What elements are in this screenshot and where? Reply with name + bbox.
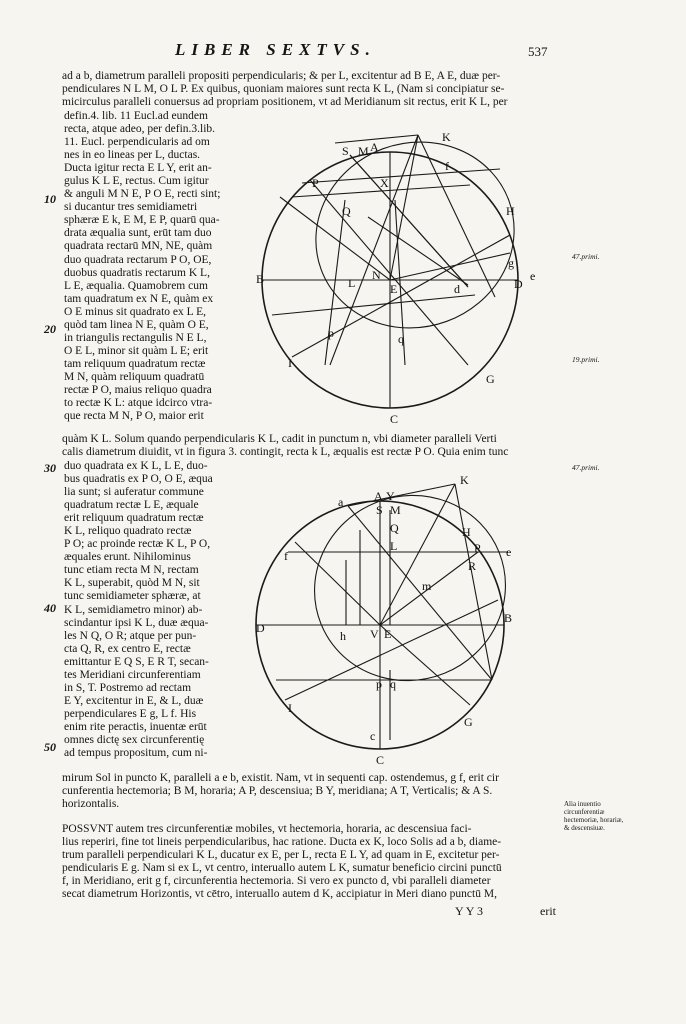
figure-label: P [312,176,319,190]
text-line: quàm K L. Solum quando perpendicularis K L, cadit in punctum n, vbi diameter paralleli Verti [62,433,497,445]
figure-label: e [506,545,512,559]
figure-label: C [390,412,399,425]
figure-label: A [374,489,383,503]
figure-label: L [390,539,398,553]
text-line: pendiculares N L M, O L P. Ex quibus, quoniam maiores sunt recta K L, (Nam si concipiatur se- [62,83,505,95]
text-line: L E, æqualia. Quamobrem cum [64,279,208,292]
text-line: defin.4. lib. 11 Eucl.ad eundem [64,110,208,122]
parallel-ellipse [290,125,541,356]
text-line: K L, reliquo quadrato rectæ [64,525,192,538]
figure-label: E [384,627,392,641]
figure-label: I [288,701,292,715]
text-line: drata æqualia sunt, erūt tam duo [64,227,212,240]
figure-label: h [340,629,346,643]
margin-note: 47.primi. [572,252,600,261]
figure-label: G [464,715,473,729]
text-line: emittantur E Q S, E R T, secan- [64,655,209,668]
text-line: tam quadratum ex N E, quàm ex [64,292,214,305]
text-column-2 [64,460,260,760]
figure-label: S [342,144,349,158]
running-header: LIBER SEXTVS. [175,40,376,59]
text-line: les N Q, O R; atque per pun- [64,629,197,642]
line-number: 10 [44,192,56,206]
text-line: M N, quàm reliquum quadratū [64,370,205,383]
text-line: æquales erunt. Nihilominus [64,551,191,564]
figure-2 [240,470,560,770]
text-line: duo quadrata ex K L, L E, duo- [64,460,208,472]
text-line: rectæ P O, maius reliquo quadra [64,383,212,396]
figure-label: V [370,627,379,641]
text-line: tunc etiam recta M N, rectam [64,564,199,577]
text-line: bus quadratis ex P O, O E, æqua [64,473,213,486]
figure-label: G [486,372,495,386]
text-line: 11. Eucl. perpendicularis ad om [64,136,210,149]
parallel-ellipse [287,470,534,709]
figure-label: D [514,277,523,291]
text-line: omnes dictę sex circunferentię [64,733,205,746]
text-line: tam reliquum quadratum rectæ [64,357,206,370]
figure-label: C [376,753,385,767]
text-line: O E L, minor sit quàm L E; erit [64,344,209,357]
figure-label: S [376,503,383,517]
text-line: P O; ac proinde rectæ K L, P O, [64,538,211,551]
figure-label: X [380,176,389,190]
figure-label: Y [386,489,395,503]
figure-label: A [370,140,379,154]
figure-label: p [376,677,382,691]
text-line: gulus K L E, rectus. Cum igitur [64,175,209,188]
figure-label: f [445,159,449,173]
figure-label: e [530,269,536,283]
page-number: 537 [528,44,548,59]
text-line: erit reliquum quadratum rectæ [64,512,204,525]
figure-label: R [468,559,477,573]
figure-label: K [460,473,469,487]
text-line: quòd tam linea N E, quàm O E, [64,318,209,331]
figure-label: c [370,729,376,743]
text-line: Ducta igitur recta E L Y, erit an- [64,162,212,175]
text-line: tunc semidiameter sphæræ, at [64,590,201,603]
figure-1 [230,125,560,425]
text-line: horizontalis. [62,798,120,810]
text-line: in triangulis rectangulis N E L, [64,331,207,344]
text-line: cunferentia hectemoria; B M, horaria; A P, descensiua; B Y, meridiana; A T, Verticalis; & A S. [62,785,493,797]
text-line: perpendiculares E g, L f. His [64,707,197,720]
line-number: 20 [44,322,56,336]
line-number: 50 [44,740,56,754]
figure-label: M [390,503,401,517]
text-line: si ducantur tres semidiametri [64,201,198,214]
text-line: lia sunt; si auferatur commune [64,486,204,499]
text-line: sphæræ E k, E M, E P, quarū qua- [64,214,220,227]
text-line: nes in eo lineas per L, ductas. [64,149,201,162]
figure-label: K [442,130,451,144]
figure-label: D [256,621,265,635]
figure-label: P [474,541,481,555]
text-line: que recta M N, P O, maior erit [64,410,204,423]
text-line: calis diametrum diuidit, vt in figura 3. contingit, recta k L, æqualis est rectæ P O. Quia enim tunc [62,446,509,458]
figure-label: H [506,204,515,218]
figure-label: Q [342,204,351,218]
text-line: trum paralleli perpendiculari K L, ducatur ex E, per L, recta E L Y, ad quam in E, excitetur per- [62,849,500,861]
text-line: duobus quadratis rectarum K L, [64,266,210,279]
figure-label: f [284,549,288,563]
text-line: K L, superabit, quòd M N, sit [64,577,200,590]
line-number: 40 [44,601,56,615]
text-line: lius reperiri, fine tot lineis perpendicularibus, hac ratione. Ducta ex K, loco Solis ad a b, diame- [62,836,502,848]
text-line: O E minus sit quadrato ex L E, [64,305,207,318]
side-note: Alia inuentio circunferentiæ hectemoriæ, horariæ, & descensiuæ. [564,800,624,832]
figure-label: N [372,268,381,282]
text-line: ad tempus propositum, cum ni- [64,747,208,760]
text-line: POSSVNT autem tres circunferentiæ mobiles, vt hectemoria, horaria, ac descensiua faci- [62,823,472,835]
figure-label: B [504,611,513,625]
figure-label: I [288,356,292,370]
figure-label: L [348,276,356,290]
text-line: scindantur ipsi K L, duæ æqua- [64,616,209,629]
text-line: recta, atque adeo, per defin.3.lib. [64,123,216,136]
text-line: mirum Sol in puncto K, paralleli a e b, existit. Nam, vt in sequenti cap. ostendemus, g f, erit cir [62,772,499,784]
figure-label: H [462,525,471,539]
text-line: secat diametrum Horizontis, vt cētro, interuallo autem d K, accipiatur in Meri diano punctū M, [62,888,497,900]
text-line: duo quadrata rectarum P O, OE, [64,253,212,266]
text-line: micirculus paralleli conuersus ad propriam positionem, vt ad Meridianum sit rectus, erit K L, per [62,96,508,108]
text-line: cta Q, R, ex centro E, rectæ [64,642,191,655]
catchword: erit [540,904,556,918]
text-line: quadrata rectarū MN, NE, quàm [64,240,213,253]
figure-label: g [508,256,514,270]
figure-label: M [358,144,369,158]
text-line: K L, semidiametro minor) ab- [64,603,203,616]
text-line: to rectæ K L: atque idcirco vtra- [64,397,213,410]
figure-label: d [454,282,460,296]
text-line: quadratum rectæ L E, æquale [64,499,199,512]
figure-label: m [422,579,432,593]
figure-label: a [338,495,344,509]
figure-label: q [398,332,404,346]
text-line: f, in Meridiano, erit g f, circunferentia hectemoria. Si vero ex puncto d, vbi paralleli diameter [62,875,491,887]
figure-label: Q [390,521,399,535]
figure-label: B [256,272,265,286]
margin-note: 19.primi. [572,355,600,364]
text-line: E Y, excitentur in E, & L, duæ [64,694,204,707]
figure-label: E [390,282,398,296]
text-line: pendicularis E g. Nam si ex L, vt centro, interuallo autem L K, sumatur beneficio circini punctū [62,862,502,874]
text-line: ad a b, diametrum paralleli propositi perpendicularis; & per L, excitentur ad B E, A E, duæ per- [62,70,501,82]
text-line: in S, T. Postremo ad rectam [64,681,192,694]
text-line: & anguli M N E, P O E, recti sint; [64,188,221,201]
figure-label: p [328,326,334,340]
figure-label: q [390,677,396,691]
signature-mark: Y Y 3 [455,904,483,918]
text-line: tes Meridiani circunferentiam [64,668,201,681]
margin-note: 47.primi. [572,463,600,472]
text-line: enim rite peractis, inuentæ erūt [64,720,207,733]
line-number: 30 [44,461,56,475]
